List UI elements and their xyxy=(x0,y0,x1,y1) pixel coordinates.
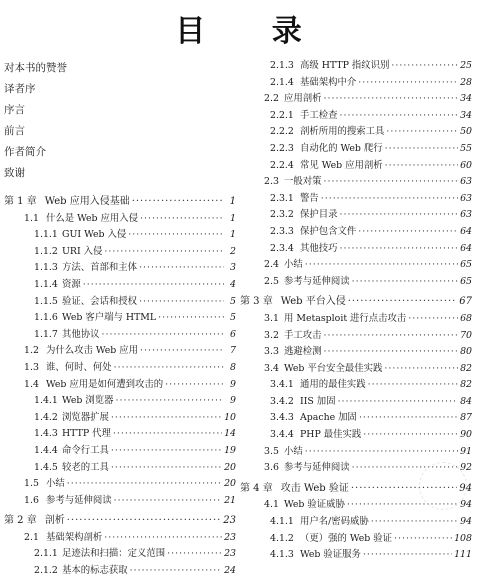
toc-entry-title: 参考与延伸阅读 xyxy=(284,462,350,474)
dot-leader xyxy=(348,294,458,311)
toc-entry-title: 手工检查 xyxy=(300,109,338,121)
toc-entry-title: 用 Metasploit 进行点击攻击 xyxy=(284,312,407,324)
toc-entry-number: 2.2.3 xyxy=(270,142,294,154)
toc-entry-page: 1 xyxy=(230,212,236,224)
toc-entry-page: 9 xyxy=(230,395,236,407)
toc-entry-page: 1 xyxy=(229,196,236,207)
toc-entry-number: 1.1.3 xyxy=(34,262,58,274)
toc-entry-page: 21 xyxy=(224,494,236,506)
toc-entry-number: 3.1 xyxy=(264,312,279,324)
toc-entry[interactable] xyxy=(4,244,236,261)
toc-entry-title: Web 平台入侵 xyxy=(280,296,346,308)
dot-leader xyxy=(305,257,458,274)
toc-entry-number: 第 1 章 xyxy=(4,196,37,207)
toc-entry-title: 参考与延伸阅读 xyxy=(46,494,112,506)
toc-entry-title: Web 浏览器 xyxy=(62,395,114,407)
toc-entry-title: 小结 xyxy=(46,478,65,490)
toc-entry[interactable] xyxy=(240,444,472,461)
toc-entry-title: 足迹法和扫描：定义范围 xyxy=(62,548,166,560)
toc-entry[interactable] xyxy=(4,393,236,410)
toc-entry-page: 84 xyxy=(460,395,472,407)
toc-entry-number: 2.1.2 xyxy=(34,565,58,577)
toc-entry-title: Web 平台安全最佳实践 xyxy=(284,362,383,374)
toc-entry-title: 用户名/密码威胁 xyxy=(300,516,369,528)
toc-entry-page: 6 xyxy=(230,328,236,340)
toc-entry-page: 65 xyxy=(460,275,472,287)
toc-entry[interactable] xyxy=(4,260,236,277)
toc-chapter-entry[interactable] xyxy=(4,513,236,530)
toc-entry[interactable] xyxy=(240,361,472,378)
dot-leader xyxy=(114,493,222,510)
toc-chapter-entry[interactable] xyxy=(240,294,472,311)
toc-entry-number: 1.2 xyxy=(24,345,39,357)
dot-leader xyxy=(83,277,224,294)
toc-entry-page: 67 xyxy=(459,296,472,308)
toc-entry-title: Apache 加固 xyxy=(300,412,357,424)
toc-entry-page: 28 xyxy=(460,76,472,88)
toc-entry-number: 3.4.2 xyxy=(270,395,294,407)
toc-entry-page: 5 xyxy=(230,295,236,307)
toc-entry-title: 资源 xyxy=(62,278,81,290)
dot-leader xyxy=(114,360,224,377)
front-matter-item[interactable]: 序言 xyxy=(4,104,25,116)
toc-entry-title: 应用剖析 xyxy=(284,93,322,105)
toc-entry-number: 1.4.4 xyxy=(34,444,58,456)
front-matter-item[interactable]: 前言 xyxy=(4,125,25,137)
toc-entry-number: 3.3 xyxy=(264,346,279,358)
toc-entry-number: 2.1.4 xyxy=(270,76,294,88)
toc-entry-page: 50 xyxy=(460,126,472,138)
toc-entry-page: 90 xyxy=(460,429,472,441)
toc-entry-title: HTTP 代理 xyxy=(62,428,111,440)
dot-leader xyxy=(324,91,459,108)
toc-entry-title: 剖析 xyxy=(44,515,65,527)
toc-entry-page: 65 xyxy=(460,259,472,271)
toc-entry[interactable] xyxy=(240,141,472,158)
toc-entry-page: 20 xyxy=(224,478,236,490)
toc-entry-title: 谁、何时、何处 xyxy=(46,361,112,373)
dot-leader xyxy=(113,426,222,443)
toc-entry[interactable] xyxy=(240,531,472,548)
toc-entry[interactable] xyxy=(240,344,472,361)
toc-entry[interactable] xyxy=(240,224,472,241)
toc-entry[interactable] xyxy=(4,426,236,443)
toc-entry[interactable] xyxy=(240,311,472,328)
toc-list-left xyxy=(4,194,236,580)
dot-leader xyxy=(67,476,222,493)
toc-entry-number: 1.1.4 xyxy=(34,278,58,290)
toc-entry-page: 80 xyxy=(460,346,472,358)
dot-leader xyxy=(128,227,224,244)
toc-entry-number: 1.4 xyxy=(24,378,39,390)
dot-leader xyxy=(104,530,222,547)
dot-leader xyxy=(140,211,224,228)
dot-leader xyxy=(67,513,222,530)
toc-entry[interactable] xyxy=(240,377,472,394)
toc-entry-number: 2.2 xyxy=(264,93,279,105)
front-matter-list xyxy=(4,58,236,184)
toc-entry-number: 1.3 xyxy=(24,361,39,373)
toc-entry-page: 2 xyxy=(230,245,236,257)
toc-entry-number: 第 2 章 xyxy=(4,515,37,527)
toc-entry-number: 3.6 xyxy=(264,462,279,474)
toc-entry-number: 3.4.4 xyxy=(270,429,294,441)
toc-entry[interactable] xyxy=(4,530,236,547)
toc-entry-page: 19 xyxy=(224,444,236,456)
toc-entry-number: 2.4 xyxy=(264,259,279,271)
toc-entry-number: 第 4 章 xyxy=(240,482,273,494)
dot-leader xyxy=(340,108,459,125)
dot-leader xyxy=(102,327,224,344)
toc-entry-page: 64 xyxy=(460,242,472,254)
toc-entry-page: 108 xyxy=(454,532,472,544)
dot-leader xyxy=(324,328,459,345)
toc-entry-page: 92 xyxy=(460,462,472,474)
toc-entry-title: Web 应用是如何遭到攻击的 xyxy=(46,378,164,390)
dot-leader xyxy=(158,310,224,327)
toc-entry-number: 2.5 xyxy=(264,275,279,287)
toc-entry-title: 为什么攻击 Web 应用 xyxy=(46,345,139,357)
dot-leader xyxy=(358,224,458,241)
toc-entry-page: 14 xyxy=(224,428,236,440)
toc-entry[interactable] xyxy=(240,410,472,427)
toc-entry-title: 较老的工具 xyxy=(62,461,109,473)
toc-entry-title: PHP 最佳实践 xyxy=(300,429,362,441)
toc-entry-page: 94 xyxy=(459,482,472,494)
front-matter-item[interactable]: 作者简介 xyxy=(4,146,46,158)
dot-leader xyxy=(104,244,224,261)
toc-chapter-entry[interactable] xyxy=(4,194,236,211)
toc-entry[interactable] xyxy=(4,460,236,477)
toc-entry-page: 34 xyxy=(460,109,472,121)
toc-entry[interactable] xyxy=(4,211,236,228)
front-matter-item[interactable]: 译者序 xyxy=(4,83,36,95)
toc-entry-page: 63 xyxy=(460,209,472,221)
toc-entry-number: 2.3.3 xyxy=(270,225,294,237)
toc-entry[interactable] xyxy=(4,377,236,394)
dot-leader xyxy=(363,427,458,444)
toc-entry-title: GUI Web 入侵 xyxy=(62,229,127,241)
toc-entry-title: 警告 xyxy=(300,192,319,204)
toc-entry-title: 小结 xyxy=(284,259,303,271)
dot-leader xyxy=(359,410,458,427)
dot-leader xyxy=(352,274,458,291)
toc-entry-page: 94 xyxy=(460,499,472,511)
toc-entry-title: 浏览器扩展 xyxy=(62,411,109,423)
toc-entry[interactable] xyxy=(4,277,236,294)
toc-entry-title: 自动化的 Web 爬行 xyxy=(300,142,383,154)
toc-entry-title: 通用的最佳实践 xyxy=(300,379,366,391)
toc-entry-title: 参考与延伸阅读 xyxy=(284,275,350,287)
toc-entry-title: 小结 xyxy=(284,445,303,457)
dot-leader xyxy=(394,531,452,548)
toc-entry[interactable] xyxy=(240,91,472,108)
toc-entry-number: 2.3 xyxy=(264,176,279,188)
dot-leader xyxy=(324,344,459,361)
dot-leader xyxy=(408,311,458,328)
toc-entry-number: 4.1.3 xyxy=(270,549,294,561)
toc-entry-page: 23 xyxy=(224,531,236,543)
page-title: 目 录 xyxy=(175,14,330,49)
dot-leader xyxy=(139,294,224,311)
toc-entry-number: 第 3 章 xyxy=(240,296,273,308)
toc-entry-number: 2.2.1 xyxy=(270,109,294,121)
dot-leader xyxy=(130,563,222,580)
toc-entry-title: 高级 HTTP 指纹识别 xyxy=(300,60,390,71)
toc-entry-number: 1.4.5 xyxy=(34,461,58,473)
toc-entry-page: 8 xyxy=(230,361,236,373)
toc-entry-title: 什么是 Web 应用入侵 xyxy=(46,212,139,224)
dot-leader xyxy=(371,514,458,531)
toc-entry-number: 4.1 xyxy=(264,499,279,511)
dot-leader xyxy=(385,141,458,158)
dot-leader xyxy=(132,194,224,211)
toc-entry-title: （更）强的 Web 验证 xyxy=(300,532,393,544)
dot-leader xyxy=(111,443,222,460)
toc-entry-title: 逃避检测 xyxy=(284,346,322,358)
toc-entry-page: 25 xyxy=(460,60,472,71)
toc-entry-title: 方法、首部和主体 xyxy=(62,262,138,274)
dot-leader xyxy=(111,460,222,477)
toc-entry-title: 常见 Web 应用剖析 xyxy=(300,159,383,171)
toc-entry-number: 1.1.6 xyxy=(34,312,58,324)
toc-entry-title: 验证、会话和授权 xyxy=(62,295,138,307)
toc-entry-title: 其他技巧 xyxy=(300,242,338,254)
toc-entry-page: 20 xyxy=(224,461,236,473)
toc-left-column xyxy=(4,58,236,580)
toc-entry-page: 63 xyxy=(460,176,472,188)
toc-entry[interactable] xyxy=(240,274,472,291)
dot-leader xyxy=(391,58,458,75)
toc-entry-number: 1.1.2 xyxy=(34,245,58,257)
toc-entry-number: 1.4.3 xyxy=(34,428,58,440)
toc-entry-page: 34 xyxy=(460,93,472,105)
dot-leader xyxy=(363,547,452,564)
toc-entry-page: 1 xyxy=(230,229,236,241)
toc-entry[interactable] xyxy=(4,410,236,427)
toc-entry[interactable] xyxy=(4,476,236,493)
front-matter-item[interactable]: 对本书的赞誉 xyxy=(4,62,67,74)
dot-leader xyxy=(305,444,458,461)
toc-entry-number: 2.3.1 xyxy=(270,192,294,204)
dot-leader xyxy=(139,260,224,277)
dot-leader xyxy=(338,394,459,411)
toc-entry[interactable] xyxy=(240,514,472,531)
toc-entry[interactable] xyxy=(240,124,472,141)
toc-entry[interactable] xyxy=(4,546,236,563)
toc-entry-page: 82 xyxy=(460,362,472,374)
toc-entry-page: 10 xyxy=(224,411,236,423)
toc-entry-title: 攻击 Web 验证 xyxy=(280,482,349,494)
toc-entry-number: 2.2.4 xyxy=(270,159,294,171)
front-matter-item[interactable]: 致谢 xyxy=(4,167,25,179)
toc-entry-page: 82 xyxy=(460,379,472,391)
toc-entry-title: 保护包含文件 xyxy=(300,225,357,237)
dot-leader xyxy=(140,343,224,360)
toc-entry-page: 3 xyxy=(230,262,236,274)
toc-entry-page: 60 xyxy=(460,159,472,171)
toc-entry-title: Web 应用入侵基础 xyxy=(44,196,130,207)
toc-entry-number: 2.1 xyxy=(24,531,39,543)
toc-entry-number: 1.1.5 xyxy=(34,295,58,307)
toc-entry[interactable] xyxy=(240,547,472,564)
toc-entry[interactable] xyxy=(4,343,236,360)
dot-leader xyxy=(340,207,459,224)
dot-leader xyxy=(324,174,459,191)
dot-leader xyxy=(321,191,458,208)
toc-entry-number: 1.6 xyxy=(24,494,39,506)
toc-entry-title: 命令行工具 xyxy=(62,444,109,456)
toc-entry-number: 3.4.1 xyxy=(270,379,294,391)
toc-entry-number: 2.2.2 xyxy=(270,126,294,138)
dot-leader xyxy=(167,546,222,563)
toc-entry-page: 5 xyxy=(230,312,236,324)
toc-entry[interactable] xyxy=(4,310,236,327)
dot-leader xyxy=(384,361,458,378)
toc-entry-page: 24 xyxy=(224,565,236,577)
toc-entry-number: 2.3.2 xyxy=(270,209,294,221)
dot-leader xyxy=(385,158,458,175)
toc-entry[interactable] xyxy=(4,227,236,244)
toc-entry-number: 1.4.1 xyxy=(34,395,58,407)
toc-entry-number: 3.2 xyxy=(264,329,279,341)
toc-entry-number: 1.5 xyxy=(24,478,39,490)
dot-leader xyxy=(116,393,224,410)
toc-entry[interactable] xyxy=(240,75,472,92)
toc-entry-page: 55 xyxy=(460,142,472,154)
toc-entry-page: 91 xyxy=(460,445,472,457)
toc-entry-number: 1.1 xyxy=(24,212,39,224)
toc-entry-page: 87 xyxy=(460,412,472,424)
toc-entry-page: 64 xyxy=(460,225,472,237)
toc-entry[interactable] xyxy=(240,394,472,411)
toc-entry[interactable] xyxy=(4,294,236,311)
toc-entry-title: 一般对策 xyxy=(284,176,322,188)
toc-entry[interactable] xyxy=(4,327,236,344)
dot-leader xyxy=(165,377,224,394)
toc-entry-page: 111 xyxy=(454,549,472,561)
toc-entry-title: Web 验证服务 xyxy=(300,549,361,561)
toc-entry-page: 23 xyxy=(223,515,236,527)
toc-entry[interactable] xyxy=(240,257,472,274)
toc-entry-title: 剖析所用的搜索工具 xyxy=(300,126,385,138)
toc-entry-number: 4.1.2 xyxy=(270,532,294,544)
toc-entry-page: 70 xyxy=(460,329,472,341)
toc-entry-title: IIS 加固 xyxy=(300,395,336,407)
toc-entry[interactable] xyxy=(240,241,472,258)
toc-entry-title: Web 客户端与 HTML xyxy=(62,312,157,324)
toc-entry[interactable] xyxy=(240,58,472,75)
toc-entry-title: 基础架构剖析 xyxy=(46,531,103,543)
toc-entry-title: 基础架构中介 xyxy=(300,76,357,88)
dot-leader xyxy=(340,241,459,258)
toc-entry-page: 7 xyxy=(230,345,236,357)
toc-entry-title: URI 入侵 xyxy=(62,245,103,257)
toc-entry-title: 手工攻击 xyxy=(284,329,322,341)
toc-entry[interactable] xyxy=(4,360,236,377)
toc-entry[interactable] xyxy=(4,443,236,460)
toc-entry[interactable] xyxy=(240,427,472,444)
toc-entry[interactable] xyxy=(240,207,472,224)
toc-entry-title: Web 验证威胁 xyxy=(284,499,345,511)
toc-entry-number: 2.1.1 xyxy=(34,548,58,560)
toc-entry-page: 68 xyxy=(460,312,472,324)
toc-entry-page: 9 xyxy=(230,378,236,390)
toc-entry-title: 基本的标志获取 xyxy=(62,565,128,577)
toc-entry-page: 4 xyxy=(230,278,236,290)
toc-entry[interactable] xyxy=(240,328,472,345)
toc-entry-page: 23 xyxy=(224,548,236,560)
dot-leader xyxy=(111,410,222,427)
library-stamp xyxy=(419,462,467,510)
toc-entry-number: 1.4.2 xyxy=(34,411,58,423)
toc-entry-number: 3.4.3 xyxy=(270,412,294,424)
toc-entry-number: 1.1.1 xyxy=(34,229,58,241)
toc-entry-title: 其他协议 xyxy=(62,328,100,340)
toc-entry[interactable] xyxy=(240,158,472,175)
toc-entry[interactable] xyxy=(4,563,236,580)
toc-entry[interactable] xyxy=(240,191,472,208)
toc-entry[interactable] xyxy=(240,174,472,191)
toc-entry[interactable] xyxy=(4,493,236,510)
dot-leader xyxy=(386,124,458,141)
toc-entry-number: 3.4 xyxy=(264,362,279,374)
toc-entry[interactable] xyxy=(240,108,472,125)
toc-entry-number: 2.3.4 xyxy=(270,242,294,254)
toc-entry-number: 2.1.3 xyxy=(270,60,294,71)
dot-leader xyxy=(368,377,458,394)
toc-entry-number: 3.5 xyxy=(264,445,279,457)
toc-entry-page: 94 xyxy=(460,516,472,528)
toc-entry-title: 保护目录 xyxy=(300,209,338,221)
toc-entry-number: 4.1.1 xyxy=(270,516,294,528)
toc-entry-page: 63 xyxy=(460,192,472,204)
toc-entry-number: 1.1.7 xyxy=(34,328,58,340)
dot-leader xyxy=(358,75,458,92)
